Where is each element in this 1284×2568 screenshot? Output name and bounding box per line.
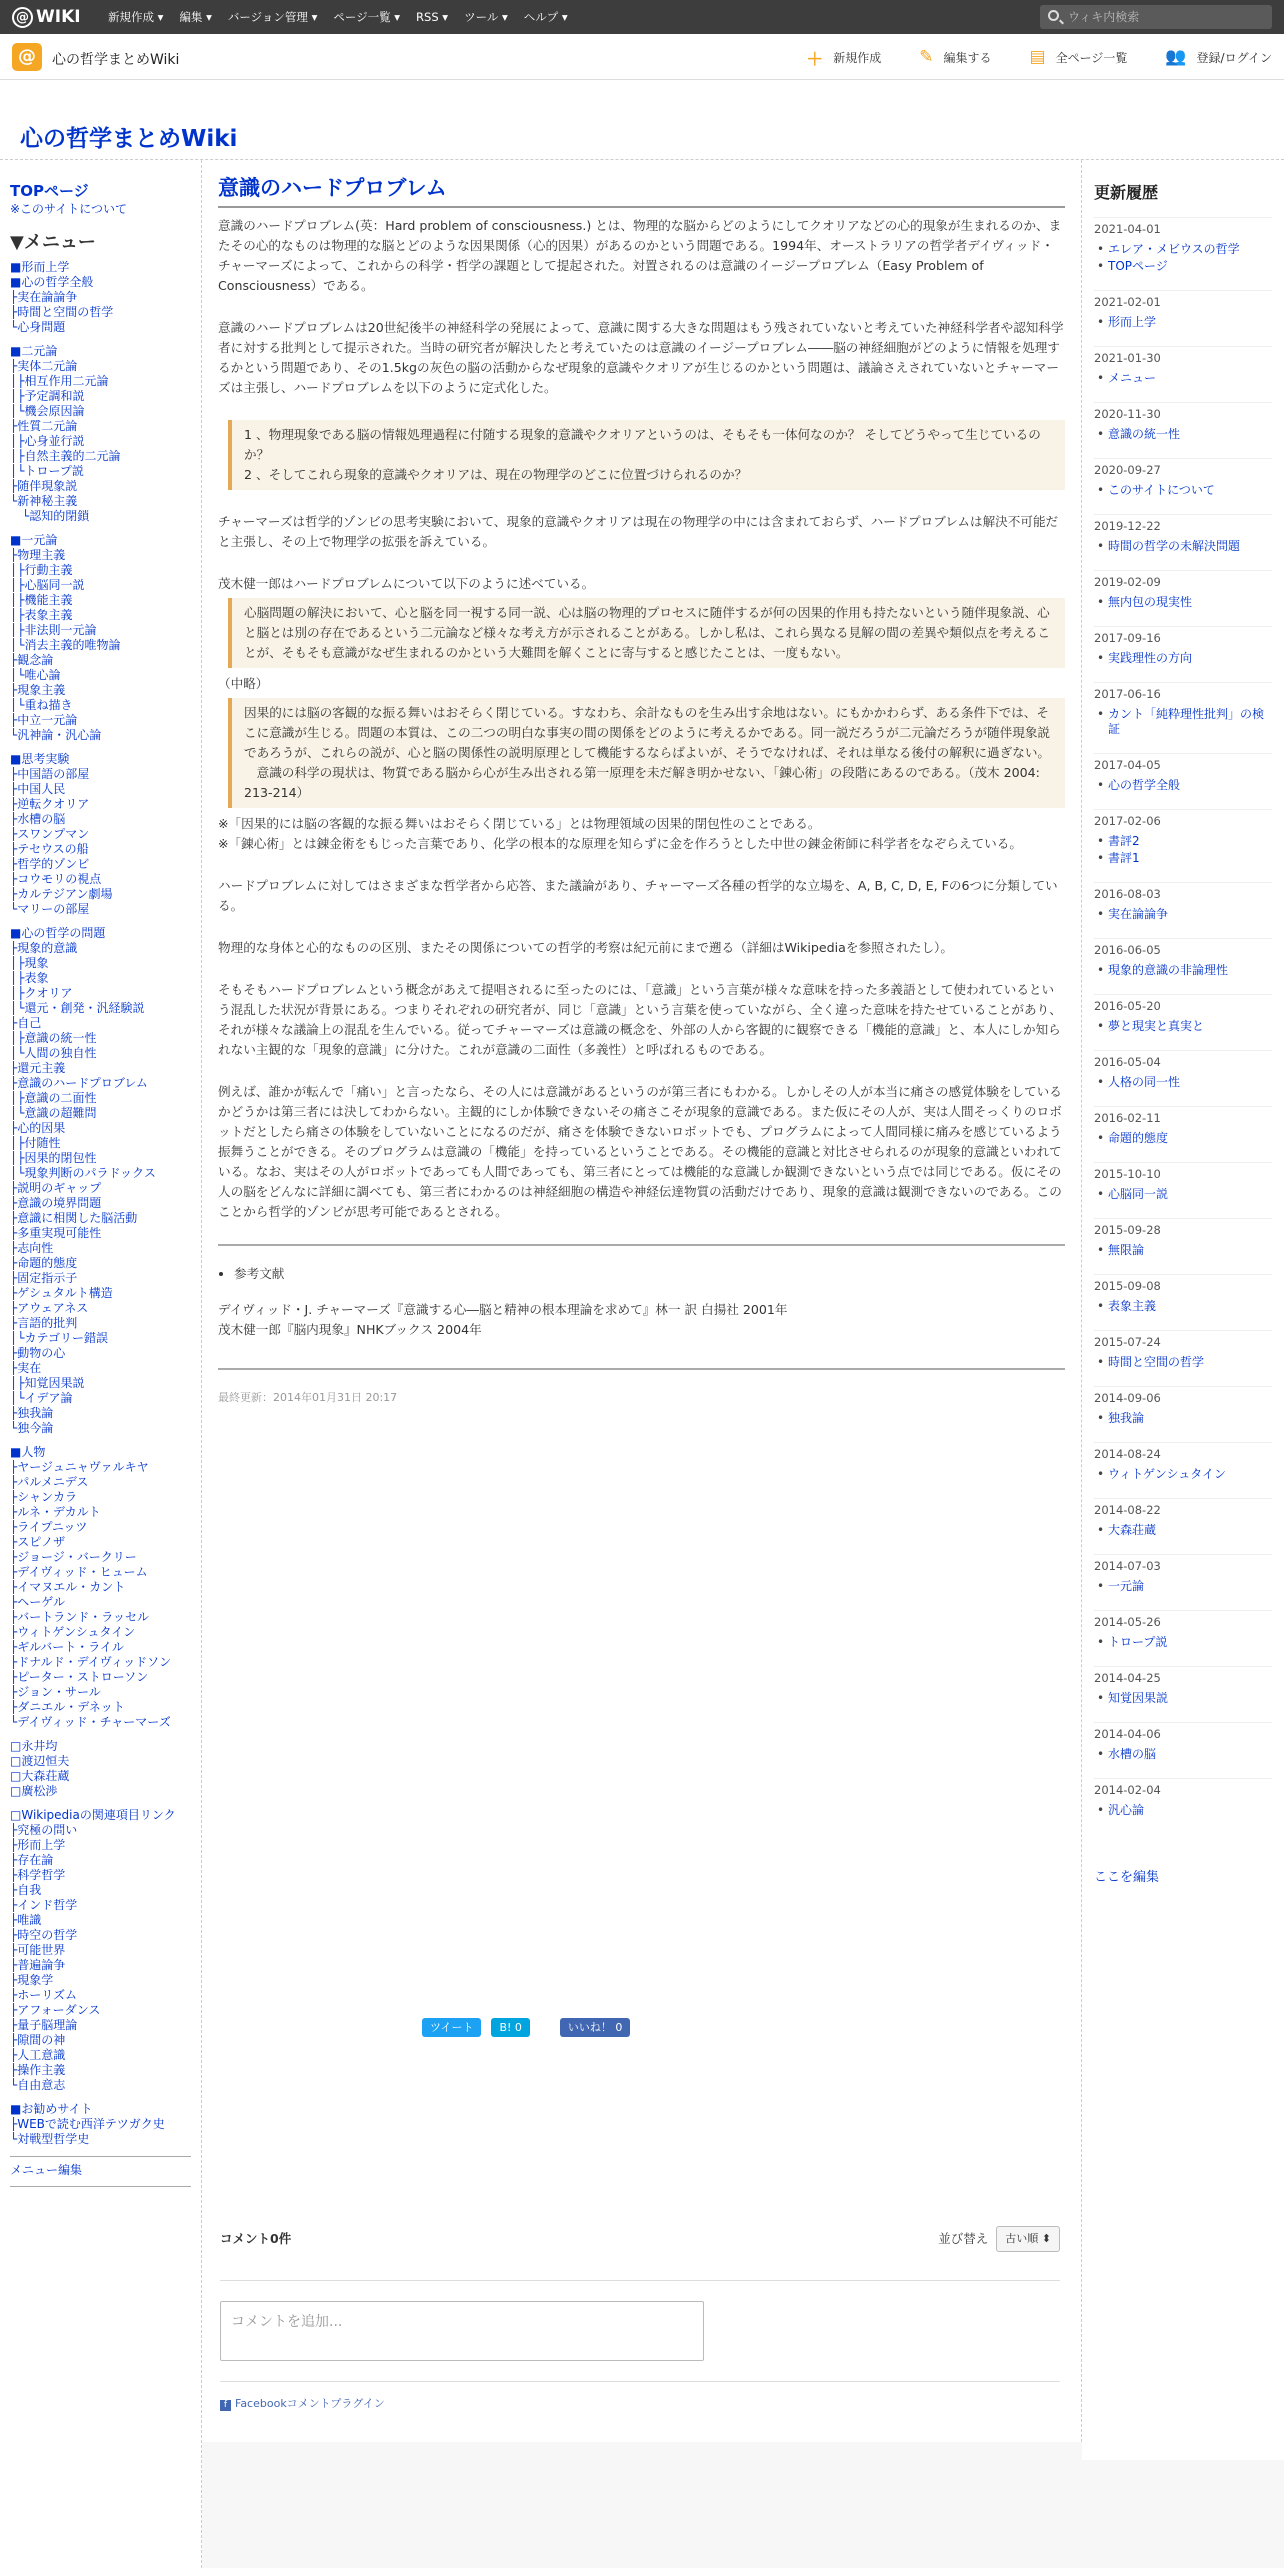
sub-bar	[0, 34, 1284, 80]
top-bar	[0, 0, 1284, 34]
menu-item[interactable]: ├ギルバート・ライル	[10, 1640, 124, 1654]
history-item[interactable]: • 時間と空間の哲学	[1094, 1355, 1272, 1370]
login-button[interactable]: 👥 登録/ログイン	[1165, 47, 1272, 67]
menu-item[interactable]: │└消去主義的唯物論	[10, 638, 121, 652]
menu-item[interactable]: ├バートランド・ラッセル	[10, 1610, 149, 1624]
menu-item[interactable]: │└トロープ説	[10, 464, 84, 478]
history-date: 2017-06-16	[1094, 682, 1272, 707]
quote-line: 1 、物理現象である脳の情報処理過程に付随する現象的意識やクオリアというのは、そもそも一体何なのか？ そしてどうやって生じているのか？	[244, 427, 1041, 462]
history-title: 更新履歴	[1094, 183, 1159, 202]
divider	[10, 2186, 191, 2187]
menu-group	[10, 926, 191, 1436]
menu-item[interactable]: ├アフォーダンス	[10, 2003, 101, 2017]
history-list	[1094, 217, 1272, 1830]
history-date: 2014-04-06	[1094, 1722, 1272, 1747]
spacer	[1094, 1260, 1272, 1270]
menu-groups	[10, 260, 191, 2147]
menu-item[interactable]: ├アウェアネス	[10, 1301, 89, 1315]
sort-control	[938, 2226, 1060, 2252]
divider	[10, 2156, 191, 2157]
history-item[interactable]: • 心脳同一説	[1094, 1187, 1272, 1202]
paragraph: 意識のハードプロブレムは20世紀後半の神経科学の発展によって、意識に関する大きな問題はもう残されていないと考えていた神経科学者や認知科学者に対する批判として提示された。当時の研究者が解決したと考えていたのは意識のイージープロブレム――脳の神経細胞がどのように情報を処理するかという問題であり、その1.5kgの灰色の脳の活動からなぜ現象的意識やクオリアが生じるのかという問題は、議論さえされていないとチャーマーズは主張し、ハードプロブレムを以下のように定式化した。	[218, 320, 1064, 395]
menu-item[interactable]: └汎神論・汎心論	[10, 728, 102, 742]
history-date: 2020-11-30	[1094, 402, 1272, 427]
menu-item[interactable]: ├イマヌエル・カント	[10, 1580, 126, 1594]
menu-item[interactable]: ├自我	[10, 1883, 42, 1897]
spacer	[1094, 1316, 1272, 1326]
menu-item[interactable]: ├意識のハードプロブレム	[10, 1076, 148, 1090]
history-item[interactable]: • 大森荘蔵	[1094, 1523, 1272, 1538]
menu-item[interactable]: ├WEBで読む西洋テツガク史	[10, 2117, 165, 2131]
nav-version[interactable]: バージョン管理 ▾	[227, 10, 318, 24]
history-item[interactable]: • 知覚因果説	[1094, 1691, 1272, 1706]
menu-group	[10, 2102, 191, 2147]
menu-item[interactable]: │├表象	[10, 971, 49, 985]
paragraph: 意識のハードプロブレム(英：Hard problem of consciousness.) とは、物理的な脳からどのようにしてクオリアなどの心的現象が生まれるのか、またその心的なものは物理的な脳とどのような因果関係（心的因果）があるのかという問題である。1994年、オーストラリアの哲学者デイヴィッド・チャーマーズによって、これからの科学・哲学の課題として提起された。対置されるのは意識のイージープロブレム（Easy Problem of Consciousness）である。	[218, 218, 1062, 293]
menu-item[interactable]: ├中立一元論	[10, 713, 78, 727]
menu-item[interactable]: ├実在論論争	[10, 290, 78, 304]
nav-new[interactable]: 新規作成 ▾	[108, 10, 164, 24]
spacer	[1094, 1092, 1272, 1102]
history-date: 2015-09-28	[1094, 1218, 1272, 1243]
pencil-icon: ✎	[919, 47, 934, 67]
menu-item[interactable]: ■心の哲学全般	[10, 275, 94, 289]
history-date: 2015-07-24	[1094, 1330, 1272, 1355]
menu-group	[10, 1739, 191, 1799]
menu-item[interactable]: ├操作主義	[10, 2063, 66, 2077]
menu-item[interactable]: │└人間の独自性	[10, 1046, 97, 1060]
nav-rss[interactable]: RSS ▾	[416, 10, 449, 24]
spacer	[1094, 1708, 1272, 1718]
menu-item[interactable]: ├パルメニデス	[10, 1475, 89, 1489]
menu-item[interactable]: ├物理主義	[10, 548, 66, 562]
history-date: 2016-06-05	[1094, 938, 1272, 963]
history-item[interactable]: • 無内包の現実性	[1094, 595, 1272, 610]
note: ※「錬心術」とは錬金術をもじった言葉であり、化学の根本的な原理を知らずに金を作ろうとした中世の錬金術師に科学者をなぞらえている。	[218, 836, 1022, 851]
menu-item[interactable]: │├意識の統一性	[10, 1031, 97, 1045]
menu-item[interactable]: ├時空の哲学	[10, 1928, 78, 1942]
spacer	[1094, 1204, 1272, 1214]
menu-item[interactable]: □永井均	[10, 1739, 58, 1753]
spacer	[1094, 276, 1272, 286]
spacer	[1094, 612, 1272, 622]
menu-item[interactable]: ├水槽の脳	[10, 812, 66, 826]
history-date: 2016-05-20	[1094, 994, 1272, 1019]
history-item[interactable]: • 表象主義	[1094, 1299, 1272, 1314]
spacer	[1094, 1036, 1272, 1046]
menu-item[interactable]: └対戦型哲学史	[10, 2132, 90, 2146]
comments-section	[220, 2226, 1060, 2414]
menu-item[interactable]: ├心的因果	[10, 1121, 66, 1135]
history-date: 2016-05-04	[1094, 1050, 1272, 1075]
menu-item[interactable]: └認知的閉鎖	[10, 509, 90, 523]
document-icon: ▤	[1029, 47, 1046, 67]
menu-item[interactable]: │├因果的閉包性	[10, 1151, 97, 1165]
menu-item[interactable]: ├ピーター・ストローソン	[10, 1670, 149, 1684]
menu-item[interactable]: ■形而上学	[10, 260, 70, 274]
history-item[interactable]: • 夢と現実と真実と	[1094, 1019, 1272, 1034]
menu-item[interactable]: │├現象	[10, 956, 49, 970]
menu-edit-link[interactable]: メニュー編集	[10, 2163, 83, 2177]
right-sidebar	[1082, 160, 1284, 2460]
history-item[interactable]: • TOPページ	[1094, 259, 1272, 274]
spacer	[1094, 668, 1272, 678]
menu-item[interactable]: │└重ね描き	[10, 698, 73, 712]
menu-item[interactable]: │├相互作用二元論	[10, 374, 109, 388]
spacer	[1094, 980, 1272, 990]
menu-item[interactable]: ├観念論	[10, 653, 54, 667]
spacer	[1094, 1820, 1272, 1830]
edit-here-link[interactable]: ここを編集	[1094, 1870, 1160, 1885]
hatena-button[interactable]: B! 0	[491, 2018, 529, 2037]
menu-item[interactable]: │└還元・創発・汎経験説	[10, 1001, 145, 1015]
history-date: 2017-04-05	[1094, 753, 1272, 778]
menu-item[interactable]: ├人工意識	[10, 2048, 66, 2062]
history-item[interactable]: • 形而上学	[1094, 315, 1272, 330]
menu-item[interactable]: │├予定調和説	[10, 389, 85, 403]
menu-item[interactable]: ├随伴現象説	[10, 479, 78, 493]
menu-item[interactable]: ├デイヴィッド・ヒューム	[10, 1565, 148, 1579]
spacer	[1094, 444, 1272, 454]
comment-count: コメント0件	[220, 2231, 292, 2246]
menu-item[interactable]: ├ジョージ・バークリー	[10, 1550, 137, 1564]
menu-item[interactable]: ├コウモリの視点	[10, 872, 102, 886]
quote-line: 2 、そしてこれら現象的意識やクオリアは、現在の物理学のどこに位置づけられるのか？	[244, 467, 748, 482]
menu-item[interactable]: │├機能主義	[10, 593, 73, 607]
menu-item[interactable]: │└唯心論	[10, 668, 61, 682]
menu-item[interactable]: ■お勧めサイト	[10, 2102, 93, 2116]
menu-item[interactable]: ├ヘーゲル	[10, 1595, 65, 1609]
menu-item[interactable]: └マリーの部屋	[10, 902, 90, 916]
menu-item[interactable]: ├科学哲学	[10, 1868, 66, 1882]
social-buttons	[422, 2018, 640, 2037]
spacer	[1094, 388, 1272, 398]
menu-item[interactable]: ├究極の問い	[10, 1823, 78, 1837]
menu-item[interactable]: ├還元主義	[10, 1061, 66, 1075]
spacer	[1094, 1372, 1272, 1382]
menu-item[interactable]: ├言語的批判	[10, 1316, 78, 1330]
edit-button[interactable]: ✎ 編集する	[919, 47, 992, 67]
paragraph: 茂木健一郎はハードプロブレムについて以下のように述べている。	[218, 576, 595, 591]
paragraph: チャーマーズは哲学的ゾンビの思考実験において、現象的意識やクオリアは現在の物理学の中には含まれておらず、ハードプロブレムは解決不可能だと主張し、その上で物理学の拡張を訴えている。	[218, 514, 1059, 549]
history-item[interactable]: • カント「純粋理性批判」の検証	[1094, 707, 1272, 737]
menu-item[interactable]: │└イデア論	[10, 1391, 73, 1405]
menu-item[interactable]: ■思考実験	[10, 752, 70, 766]
menu-item[interactable]: ├ホーリズム	[10, 1988, 77, 2002]
all-pages-button[interactable]: ▤ 全ページ一覧	[1029, 47, 1128, 67]
divider	[218, 1244, 1065, 1246]
comments-header	[220, 2226, 1060, 2252]
history-date: 2016-02-11	[1094, 1106, 1272, 1131]
menu-item[interactable]: └心身問題	[10, 320, 66, 334]
history-date: 2019-12-22	[1094, 514, 1272, 539]
menu-item[interactable]: ├自己	[10, 1016, 42, 1030]
tweet-button[interactable]: ツイート	[422, 2018, 481, 2037]
at-icon: @	[12, 7, 33, 28]
history-item[interactable]: • 水槽の脳	[1094, 1747, 1272, 1762]
menu-group	[10, 752, 191, 917]
menu-item[interactable]: │├自然主義的二元論	[10, 449, 121, 463]
site-title[interactable]: 心の哲学まとめWiki	[20, 126, 238, 152]
menu-group	[10, 344, 191, 524]
paragraph: そもそもハードプロブレムという概念があえて提唱されるに至ったのには、「意識」という言葉が様々な意味を持った多義語として使われているという混乱した状況が背景にある。つまりそれぞれの研究者が、同じ「意識」という言葉を使っていながら、全く違った意味を持たせていることがあり、それが様々な議論上の混乱を生んでいる。従ってチャーマーズは意識の概念を、外部の人から客観的に観察できる「機能的意識」と、本人にしか知られない主観的な「現象的意識」に分けた。これが意識の二面性（多義性）と呼ばれるものである。	[218, 982, 1062, 1057]
menu-item[interactable]: ├志向性	[10, 1241, 54, 1255]
menu-item[interactable]: ├現象学	[10, 1973, 54, 1987]
page-title: 意識のハードプロブレム	[218, 178, 1065, 208]
blockquote	[228, 420, 1065, 490]
menu-item[interactable]: ├命題的態度	[10, 1256, 78, 1270]
history-item[interactable]: • 一元論	[1094, 1579, 1272, 1594]
menu-item[interactable]: ├中国語の部屋	[10, 767, 90, 781]
menu-item[interactable]: ■二元論	[10, 344, 58, 358]
menu-item[interactable]: ├可能世界	[10, 1943, 66, 1957]
history-date: 2014-04-25	[1094, 1666, 1272, 1691]
quote-line: 因果的には脳の客観的な振る舞いはおそらく閉じている。すなわち、余計なものを生み出す余地はない。にもかかわらず、ある条件下では、そこに意識が生じる。問題の本質は、この二つの明白な事実の間の関係をどのように考えるかである。同一説だろうが二元論だろうが随伴現象説であろうが、これらの説が、心と脳の関係性の説明原理として機能するならばよいが、そうでなければ、それは単なる後付の解釈に過ぎない。	[244, 705, 1050, 760]
nav-pages[interactable]: ページ一覧 ▾	[333, 10, 401, 24]
history-date: 2021-02-01	[1094, 290, 1272, 315]
menu-item[interactable]: ■一元論	[10, 533, 58, 547]
menu-item[interactable]: ├スワンプマン	[10, 827, 90, 841]
nav-tools[interactable]: ツール ▾	[464, 10, 508, 24]
blockquote: 心脳問題の解決において、心と脳を同一視する同一説、心は脳の物理的プロセスに随伴するが何の因果的作用も持たないという随伴現象説、心と脳とは別の存在であるという二元論など様々な考え方が示されることがある。しかし私は、これら異なる見解の間の差異や類似点を考えることが、そもそも意識がなぜ生まれるのかという大難問を解くことに寄与すると感じたことは、一度もない。	[228, 598, 1065, 668]
spacer	[1094, 1428, 1272, 1438]
reference: デイヴィッド・J. チャーマーズ『意識する心―脳と精神の根本理論を求めて』林一 訳 白揚社 2001年	[218, 1302, 788, 1317]
plus-icon: ＋	[806, 49, 824, 70]
history-item[interactable]: • 独我論	[1094, 1411, 1272, 1426]
top-nav	[108, 0, 584, 34]
note: ※「因果的には脳の客観的な振る舞いはおそらく閉じている」とは物理領域の因果的閉包性のことである。	[218, 816, 821, 831]
menu-item[interactable]: ├普遍論争	[10, 1958, 66, 1972]
menu-item[interactable]: ├量子脳理論	[10, 2018, 78, 2032]
spacer	[1094, 924, 1272, 934]
menu-item[interactable]: ├動物の心	[10, 1346, 66, 1360]
menu-item[interactable]: │├心身並行説	[10, 434, 85, 448]
menu-item[interactable]: │└カテゴリー錯誤	[10, 1331, 108, 1345]
menu-item[interactable]: ├現象主義	[10, 683, 66, 697]
spacer	[1094, 556, 1272, 566]
menu-item[interactable]: ├性質二元論	[10, 419, 78, 433]
history-item[interactable]: • 現象的意識の非論理性	[1094, 963, 1272, 978]
history-date: 2014-05-26	[1094, 1610, 1272, 1635]
menu-item[interactable]: │├表象主義	[10, 608, 73, 622]
menu-item[interactable]: │└機会原因論	[10, 404, 85, 418]
menu-item[interactable]: ├形而上学	[10, 1838, 66, 1852]
quote-line: 意識の科学の現状は、物質である脳から心が生み出される第一原理を未だ解き明かせない、「錬心術」の段階にあるのである。（茂木 2004: 213-214）	[244, 765, 1040, 800]
top-page-link[interactable]: TOPページ	[10, 182, 89, 200]
menu-item[interactable]: ├唯識	[10, 1913, 42, 1927]
menu-item[interactable]: □大森荘蔵	[10, 1769, 70, 1783]
history-item[interactable]: • 無限論	[1094, 1243, 1272, 1258]
menu-item[interactable]: ├現象的意識	[10, 941, 78, 955]
site-header	[0, 80, 1284, 160]
main-content	[202, 160, 1082, 2568]
history-date: 2021-04-01	[1094, 217, 1272, 242]
menu-item[interactable]: │├行動主義	[10, 563, 73, 577]
history-date: 2014-02-04	[1094, 1778, 1272, 1803]
menu-item[interactable]: ├ライプニッツ	[10, 1520, 88, 1534]
history-item[interactable]: • 心の哲学全般	[1094, 778, 1272, 793]
menu-item[interactable]: ├実体二元論	[10, 359, 78, 373]
history-date: 2015-10-10	[1094, 1162, 1272, 1187]
menu-group	[10, 260, 191, 335]
paragraph: ハードプロブレムに対してはさまざまな哲学者から応答、また議論があり、チャーマーズ各種の哲学的な立場を、A, B, C, D, E, Fの6つに分類している。	[218, 878, 1058, 913]
history-item[interactable]: • エレア・メビウスの哲学	[1094, 242, 1272, 257]
menu-item[interactable]: ├ダニエル・デネット	[10, 1700, 125, 1714]
sort-select[interactable]: 古い順 ⬍	[996, 2226, 1060, 2252]
history-item[interactable]: • 時間の哲学の未解決問題	[1094, 539, 1272, 554]
menu-item[interactable]: ■心の哲学の問題	[10, 926, 106, 940]
menu-item[interactable]: ├ドナルド・デイヴィッドソン	[10, 1655, 172, 1669]
spacer	[1094, 739, 1272, 749]
history-item[interactable]: • 汎心論	[1094, 1803, 1272, 1818]
menu-item[interactable]: ├隙間の神	[10, 2033, 66, 2047]
menu-item[interactable]: └デイヴィッド・チャーマーズ	[10, 1715, 171, 1729]
wiki-name[interactable]: 心の哲学まとめWiki	[52, 52, 180, 68]
menu-item[interactable]: │├非法則一元論	[10, 623, 97, 637]
history-date: 2017-09-16	[1094, 626, 1272, 651]
history-item[interactable]: • 書評1	[1094, 851, 1272, 866]
menu-item[interactable]: ├スピノザ	[10, 1535, 66, 1549]
history-date: 2020-09-27	[1094, 458, 1272, 483]
facebook-icon: f	[220, 2400, 231, 2411]
history-date: 2019-02-09	[1094, 570, 1272, 595]
menu-group	[10, 533, 191, 743]
spacer	[1094, 332, 1272, 342]
menu-item[interactable]: ├独我論	[10, 1406, 54, 1420]
new-page-button[interactable]: ＋ 新規作成	[806, 45, 881, 70]
references-list	[218, 1264, 1065, 1284]
reference: 茂木健一郎『脳内現象』NHKブックス 2004年	[218, 1322, 482, 1337]
history-date: 2014-09-06	[1094, 1386, 1272, 1411]
menu-item[interactable]: ├ルネ・デカルト	[10, 1505, 101, 1519]
menu-item[interactable]: ├中国人民	[10, 782, 66, 796]
omission-note: （中略）	[218, 676, 269, 691]
history-item[interactable]: • 人格の同一性	[1094, 1075, 1272, 1090]
menu-item[interactable]: │└意識の超難問	[10, 1106, 97, 1120]
spacer	[1094, 1764, 1272, 1774]
spacer	[1094, 1652, 1272, 1662]
history-date: 2014-08-24	[1094, 1442, 1272, 1467]
menu-item[interactable]: □廣松渉	[10, 1784, 58, 1798]
user-plus-icon: 👥	[1165, 47, 1187, 67]
sort-label: 並び替え	[938, 2231, 989, 2246]
menu-item[interactable]: ├カルテジアン劇場	[10, 887, 113, 901]
menu-item[interactable]: │├知覚因果説	[10, 1376, 85, 1390]
references-heading: • 参考文献	[234, 1264, 1065, 1284]
menu-item[interactable]: ├インド哲学	[10, 1898, 78, 1912]
history-item[interactable]: • 書評2	[1094, 834, 1272, 849]
menu-item[interactable]: ├存在論	[10, 1853, 54, 1867]
article	[202, 160, 1082, 2442]
spacer	[1094, 1596, 1272, 1606]
menu-item[interactable]: ├哲学的ゾンビ	[10, 857, 90, 871]
comment-input[interactable]: コメントを追加...	[220, 2301, 704, 2361]
menu-item[interactable]: ├シャンカラ	[10, 1490, 77, 1504]
menu-item[interactable]: │├付随性	[10, 1136, 61, 1150]
menu-item[interactable]: ├テセウスの船	[10, 842, 89, 856]
spacer	[1094, 868, 1272, 878]
history-item[interactable]: • このサイトについて	[1094, 483, 1272, 498]
menu-item[interactable]: ├ゲシュタルト構造	[10, 1286, 113, 1300]
history-date: 2015-09-08	[1094, 1274, 1272, 1299]
divider	[218, 1368, 1065, 1370]
menu-item[interactable]: ├時間と空間の哲学	[10, 305, 114, 319]
paragraph: 物理的な身体と心的なものの区別、またその関係についての哲学的考察は紀元前にまで遡る（詳細はWikipediaを参照されたし）。	[218, 940, 953, 955]
menu-item[interactable]: ├逆転クオリア	[10, 797, 90, 811]
menu-item[interactable]: ├意識の境界問題	[10, 1196, 102, 1210]
history-item[interactable]: • 命題的態度	[1094, 1131, 1272, 1146]
history-item[interactable]: • 実在論論争	[1094, 907, 1272, 922]
sub-actions	[768, 34, 1272, 80]
menu-item[interactable]: │└現象判断のパラドックス	[10, 1166, 156, 1180]
spacer	[1094, 1484, 1272, 1494]
menu-group	[10, 1445, 191, 1730]
menu-item[interactable]: □Wikipediaの関連項目リンク	[10, 1808, 176, 1822]
history-item[interactable]: • トロープ説	[1094, 1635, 1272, 1650]
history-date: 2017-02-06	[1094, 809, 1272, 834]
last-updated: 最終更新：2014年01月31日 20:17	[218, 1391, 398, 1404]
menu-item[interactable]: ├ジョン・サール	[10, 1685, 101, 1699]
blockquote	[228, 698, 1065, 808]
search-input[interactable]: ウィキ内検索	[1040, 5, 1272, 29]
history-date: 2021-01-30	[1094, 346, 1272, 371]
facebook-plugin-link[interactable]: f Facebookコメントプラグイン	[220, 2381, 1060, 2414]
menu-item[interactable]: ■人物	[10, 1445, 46, 1459]
spacer	[1094, 1540, 1272, 1550]
wiki-logo[interactable]: @ WIKI	[12, 6, 90, 28]
history-item[interactable]: • メニュー	[1094, 371, 1272, 386]
menu-item[interactable]: │├クオリア	[10, 986, 73, 1000]
menu-item[interactable]: ├説明のギャップ	[10, 1181, 102, 1195]
menu-item[interactable]: □渡辺恒夫	[10, 1754, 70, 1768]
menu-item[interactable]: ├実在	[10, 1361, 42, 1375]
menu-item[interactable]: ├多重実現可能性	[10, 1226, 102, 1240]
search-icon	[1048, 10, 1059, 21]
menu-heading: ▼メニュー	[10, 232, 96, 253]
menu-item[interactable]: ├固定指示子	[10, 1271, 78, 1285]
menu-item[interactable]: └自由意志	[10, 2078, 66, 2092]
history-date: 2014-07-03	[1094, 1554, 1272, 1579]
spacer	[1094, 795, 1272, 805]
spacer	[1094, 500, 1272, 510]
menu-item[interactable]: └新神秘主義	[10, 494, 78, 508]
menu-item[interactable]: ├ウィトゲンシュタイン	[10, 1625, 136, 1639]
about-link[interactable]: ※このサイトについて	[10, 202, 127, 216]
menu-item[interactable]: ├ヤージュニャヴァルキヤ	[10, 1460, 149, 1474]
menu-item[interactable]: └独今論	[10, 1421, 54, 1435]
paragraph: 例えば、誰かが転んで「痛い」と言ったなら、その人には意識があるというのが第三者にもわかる。しかしその人が本当に痛さの感覚体験をしているかどうかは第三者には決してわからない。主観的にしか体験できないその痛さこそが現象的意識である。また仮にその人が、実は人間そっくりのロボットだとしたら痛さの体験をしていないことになるのだが、痛さを体験できないロボットでも、プログラムによって人間同様に痛みを感じているよう振舞うことができる。そのプログラムは意識の「機能」を持っているということである。その機能的意識と対比させられるのが現象的意識といわれている。なお、実はその人がロボットであっても人間であっても、第三者にとっては機能的な意識しか観測できないという点では同じである。仮にその人の脳をどんなに詳細に調べても、第三者にわかるのは神経細胞の構造や神経伝達物質の活動だけであり、現象的意識は観測できないのである。このことから哲学的ゾンビが思考可能であるとされる。	[218, 1084, 1062, 1219]
menu-item[interactable]: │├意識の二面性	[10, 1091, 97, 1105]
nav-help[interactable]: ヘルプ ▾	[523, 10, 568, 24]
wiki-site-logo[interactable]: @	[12, 43, 42, 71]
nav-edit[interactable]: 編集 ▾	[179, 10, 212, 24]
comment-box	[220, 2280, 1060, 2361]
history-date: 2014-08-22	[1094, 1498, 1272, 1523]
spacer	[1094, 1148, 1272, 1158]
menu-item[interactable]: ├意識に相関した脳活動	[10, 1211, 138, 1225]
like-button[interactable]: いいね！ 0	[560, 2018, 631, 2037]
history-item[interactable]: • ウィトゲンシュタイン	[1094, 1467, 1272, 1482]
history-date: 2016-08-03	[1094, 882, 1272, 907]
left-menu	[0, 160, 202, 2568]
history-item[interactable]: • 意識の統一性	[1094, 427, 1272, 442]
menu-item[interactable]: │├心脳同一説	[10, 578, 85, 592]
menu-group	[10, 1808, 191, 2093]
history-item[interactable]: • 実践理性の方向	[1094, 651, 1272, 666]
